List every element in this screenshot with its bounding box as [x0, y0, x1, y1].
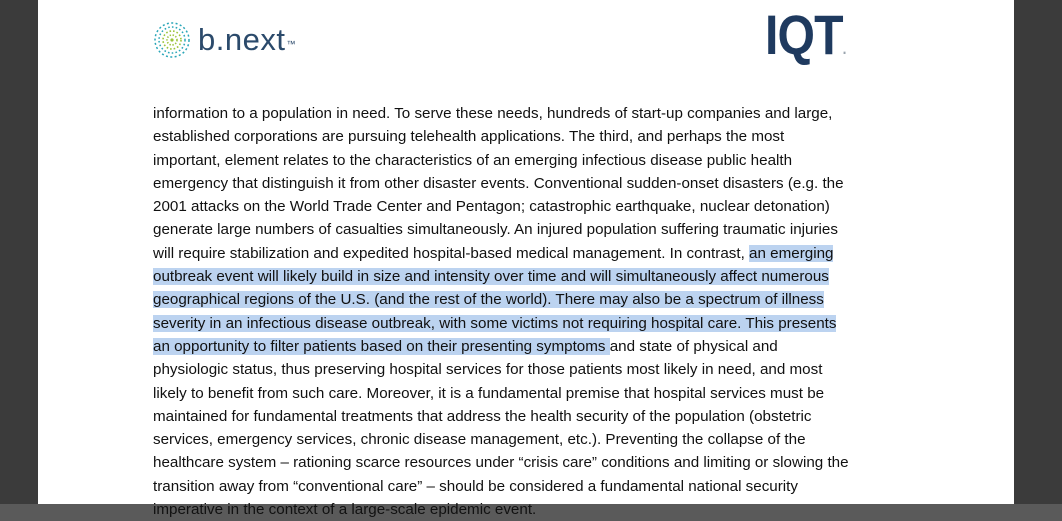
- line-text: physiologic status, thus preserving hospital services for those patients most likely in need, and most: [153, 361, 823, 379]
- text-line: [153, 382, 913, 405]
- selected-text: outbreak event will likely build in size and intensity over time and will simultaneously affect numerous: [153, 268, 829, 286]
- line-text: 2001 attacks on the World Trade Center and Pentagon; catastrophic earthquake, nuclear detonation): [153, 198, 830, 216]
- line-text: maintained for fundamental treatments that address the health security of the population (obstetric: [153, 407, 812, 425]
- text-line: [153, 102, 913, 125]
- selected-text: an opportunity to filter patients based on their presenting symptoms: [153, 337, 610, 355]
- text-line: [153, 451, 913, 474]
- text-line: [153, 218, 913, 241]
- text-line: [153, 242, 913, 265]
- line-text: transition away from “conventional care” – should be considered a fundamental national security: [153, 477, 798, 495]
- iqt-logo: [765, 2, 847, 67]
- line-text: emergency that distinguish it from other disaster events. Conventional sudden-onset disasters (e.g. the: [153, 174, 844, 192]
- text-line: [153, 358, 913, 381]
- bnext-logo-text: b.next: [198, 22, 286, 57]
- iqt-logo-dot: .: [842, 41, 847, 58]
- text-line: [153, 335, 913, 358]
- selected-text: an emerging: [749, 244, 834, 262]
- trademark-mark: ™: [286, 39, 296, 49]
- line-text: important, element relates to the characteristics of an emerging infectious disease public health: [153, 151, 793, 169]
- line-text: information to a population in need. To serve these needs, hundreds of start-up companies and large,: [153, 105, 833, 122]
- bnext-logo: [152, 20, 294, 60]
- line-text: likely to benefit from such care. Moreover, it is a fundamental premise that hospital services must be: [153, 384, 825, 402]
- iqt-logo-text: IQT: [765, 3, 843, 66]
- line-text: services, emergency services, chronic disease management, etc.). Preventing the collapse of the: [153, 431, 806, 449]
- line-text: established corporations are pursuing telehealth applications. The third, and perhaps the most: [153, 128, 785, 146]
- selected-text: geographical regions of the U.S. (and the rest of the world). There may also be a spectrum of illness: [153, 291, 824, 309]
- selected-text: severity in an infectious disease outbreak, with some victims not requiring hospital care. This presents: [153, 314, 837, 332]
- text-line: [153, 288, 913, 311]
- line-text: imperative in the context of a large-scale epidemic event.: [153, 501, 537, 519]
- dotted-globe-icon: [152, 20, 192, 60]
- viewer-background-right: [1014, 0, 1062, 504]
- text-line: [153, 172, 913, 195]
- text-line: [153, 498, 913, 521]
- text-line: [153, 312, 913, 335]
- line-text: will require stabilization and expedited hospital-based medical management. In contrast,: [153, 244, 750, 262]
- line-text: generate large numbers of casualties simultaneously. An injured population suffering traumatic injuries: [153, 221, 838, 239]
- viewer-background-left: [0, 0, 38, 504]
- text-line: [153, 405, 913, 428]
- text-line: [153, 125, 913, 148]
- text-line: [153, 265, 913, 288]
- document-body[interactable]: [153, 102, 913, 521]
- text-line: [153, 195, 913, 218]
- text-line: [153, 149, 913, 172]
- document-page: [38, 0, 1014, 519]
- text-line: [153, 475, 913, 498]
- line-text: and state of physical and: [609, 337, 778, 355]
- text-line: [153, 428, 913, 451]
- line-text: healthcare system – rationing scarce resources under “crisis care” conditions and limiting or slowing the: [153, 454, 849, 472]
